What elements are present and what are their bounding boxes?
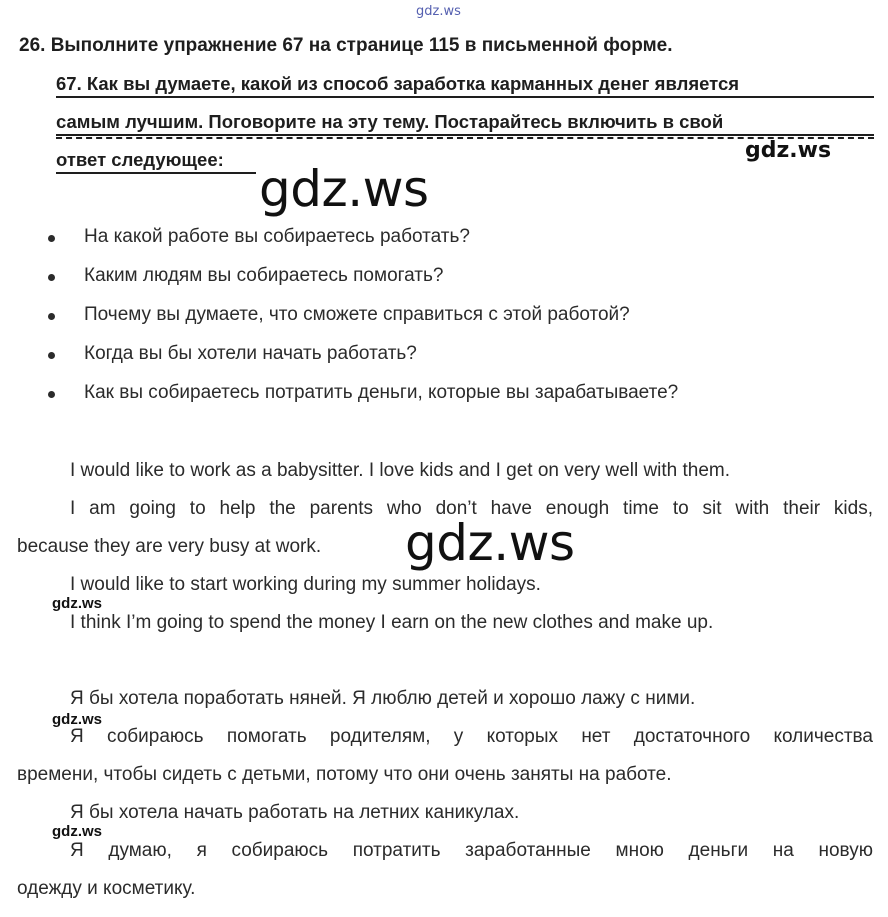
russian-line-1: Я бы хотела поработать няней. Я люблю детей и хорошо лажу с ними.: [70, 688, 696, 709]
list-item: [48, 343, 678, 382]
watermark-small-3: gdz.ws: [52, 823, 103, 840]
bullet-icon: [48, 352, 55, 359]
underline-1: [56, 96, 874, 98]
list-item-text: Когда вы бы хотели начать работать?: [84, 343, 417, 364]
watermark-big-left: gdz.ws: [259, 160, 429, 218]
list-item-text: На какой работе вы собираетесь работать?: [84, 226, 470, 247]
list-item-text: Почему вы думаете, что сможете справиться с этой работой?: [84, 304, 630, 325]
bullet-icon: [48, 391, 55, 398]
task-line-1: 67. Как вы думаете, какой из способ заработка карманных денег является: [56, 73, 740, 94]
english-line-3: because they are very busy at work.: [17, 536, 322, 557]
watermark-big-center: gdz.ws: [405, 514, 575, 572]
bullet-icon: [48, 235, 55, 242]
task-title: 26. Выполните упражнение 67 на странице 115 в письменной форме.: [19, 35, 673, 56]
bullet-icon: [48, 313, 55, 320]
list-item: [48, 265, 678, 304]
watermark-small-1: gdz.ws: [52, 595, 103, 612]
bullet-icon: [48, 274, 55, 281]
underline-3: [56, 172, 256, 174]
question-list: [48, 226, 678, 421]
task-line-3: ответ следующее:: [56, 149, 224, 170]
english-line-2: I am going to help the parents who don’t have enough time to sit with their kids,: [70, 498, 873, 519]
list-item: [48, 226, 678, 265]
underline-2: [56, 134, 874, 136]
russian-line-4: Я бы хотела начать работать на летних каникулах.: [70, 802, 520, 823]
english-line-1: I would like to work as a babysitter. I love kids and I get on very well with them.: [70, 460, 731, 481]
english-line-4: I would like to start working during my summer holidays.: [70, 574, 541, 595]
russian-line-6: одежду и косметику.: [17, 878, 196, 899]
russian-line-3: времени, чтобы сидеть с детьми, потому что они очень заняты на работе.: [17, 764, 672, 785]
list-item: [48, 304, 678, 343]
english-line-5: I think I’m going to spend the money I earn on the new clothes and make up.: [70, 612, 714, 633]
watermark-small-2: gdz.ws: [52, 711, 103, 728]
list-item-text: Как вы собираетесь потратить деньги, которые вы зарабатываете?: [84, 382, 679, 403]
list-item-text: Каким людям вы собираетесь помогать?: [84, 265, 444, 286]
list-item: [48, 382, 678, 421]
watermark-top: gdz.ws: [416, 4, 461, 19]
russian-line-2: Я собираюсь помогать родителям, у которых нет достаточного количества: [70, 726, 873, 747]
russian-line-5: Я думаю, я собираюсь потратить заработанные мною деньги на новую: [70, 840, 873, 861]
watermark-header-right: gdz.ws: [745, 138, 832, 163]
task-line-2: самым лучшим. Поговорите на эту тему. Постарайтесь включить в свой: [56, 111, 724, 132]
